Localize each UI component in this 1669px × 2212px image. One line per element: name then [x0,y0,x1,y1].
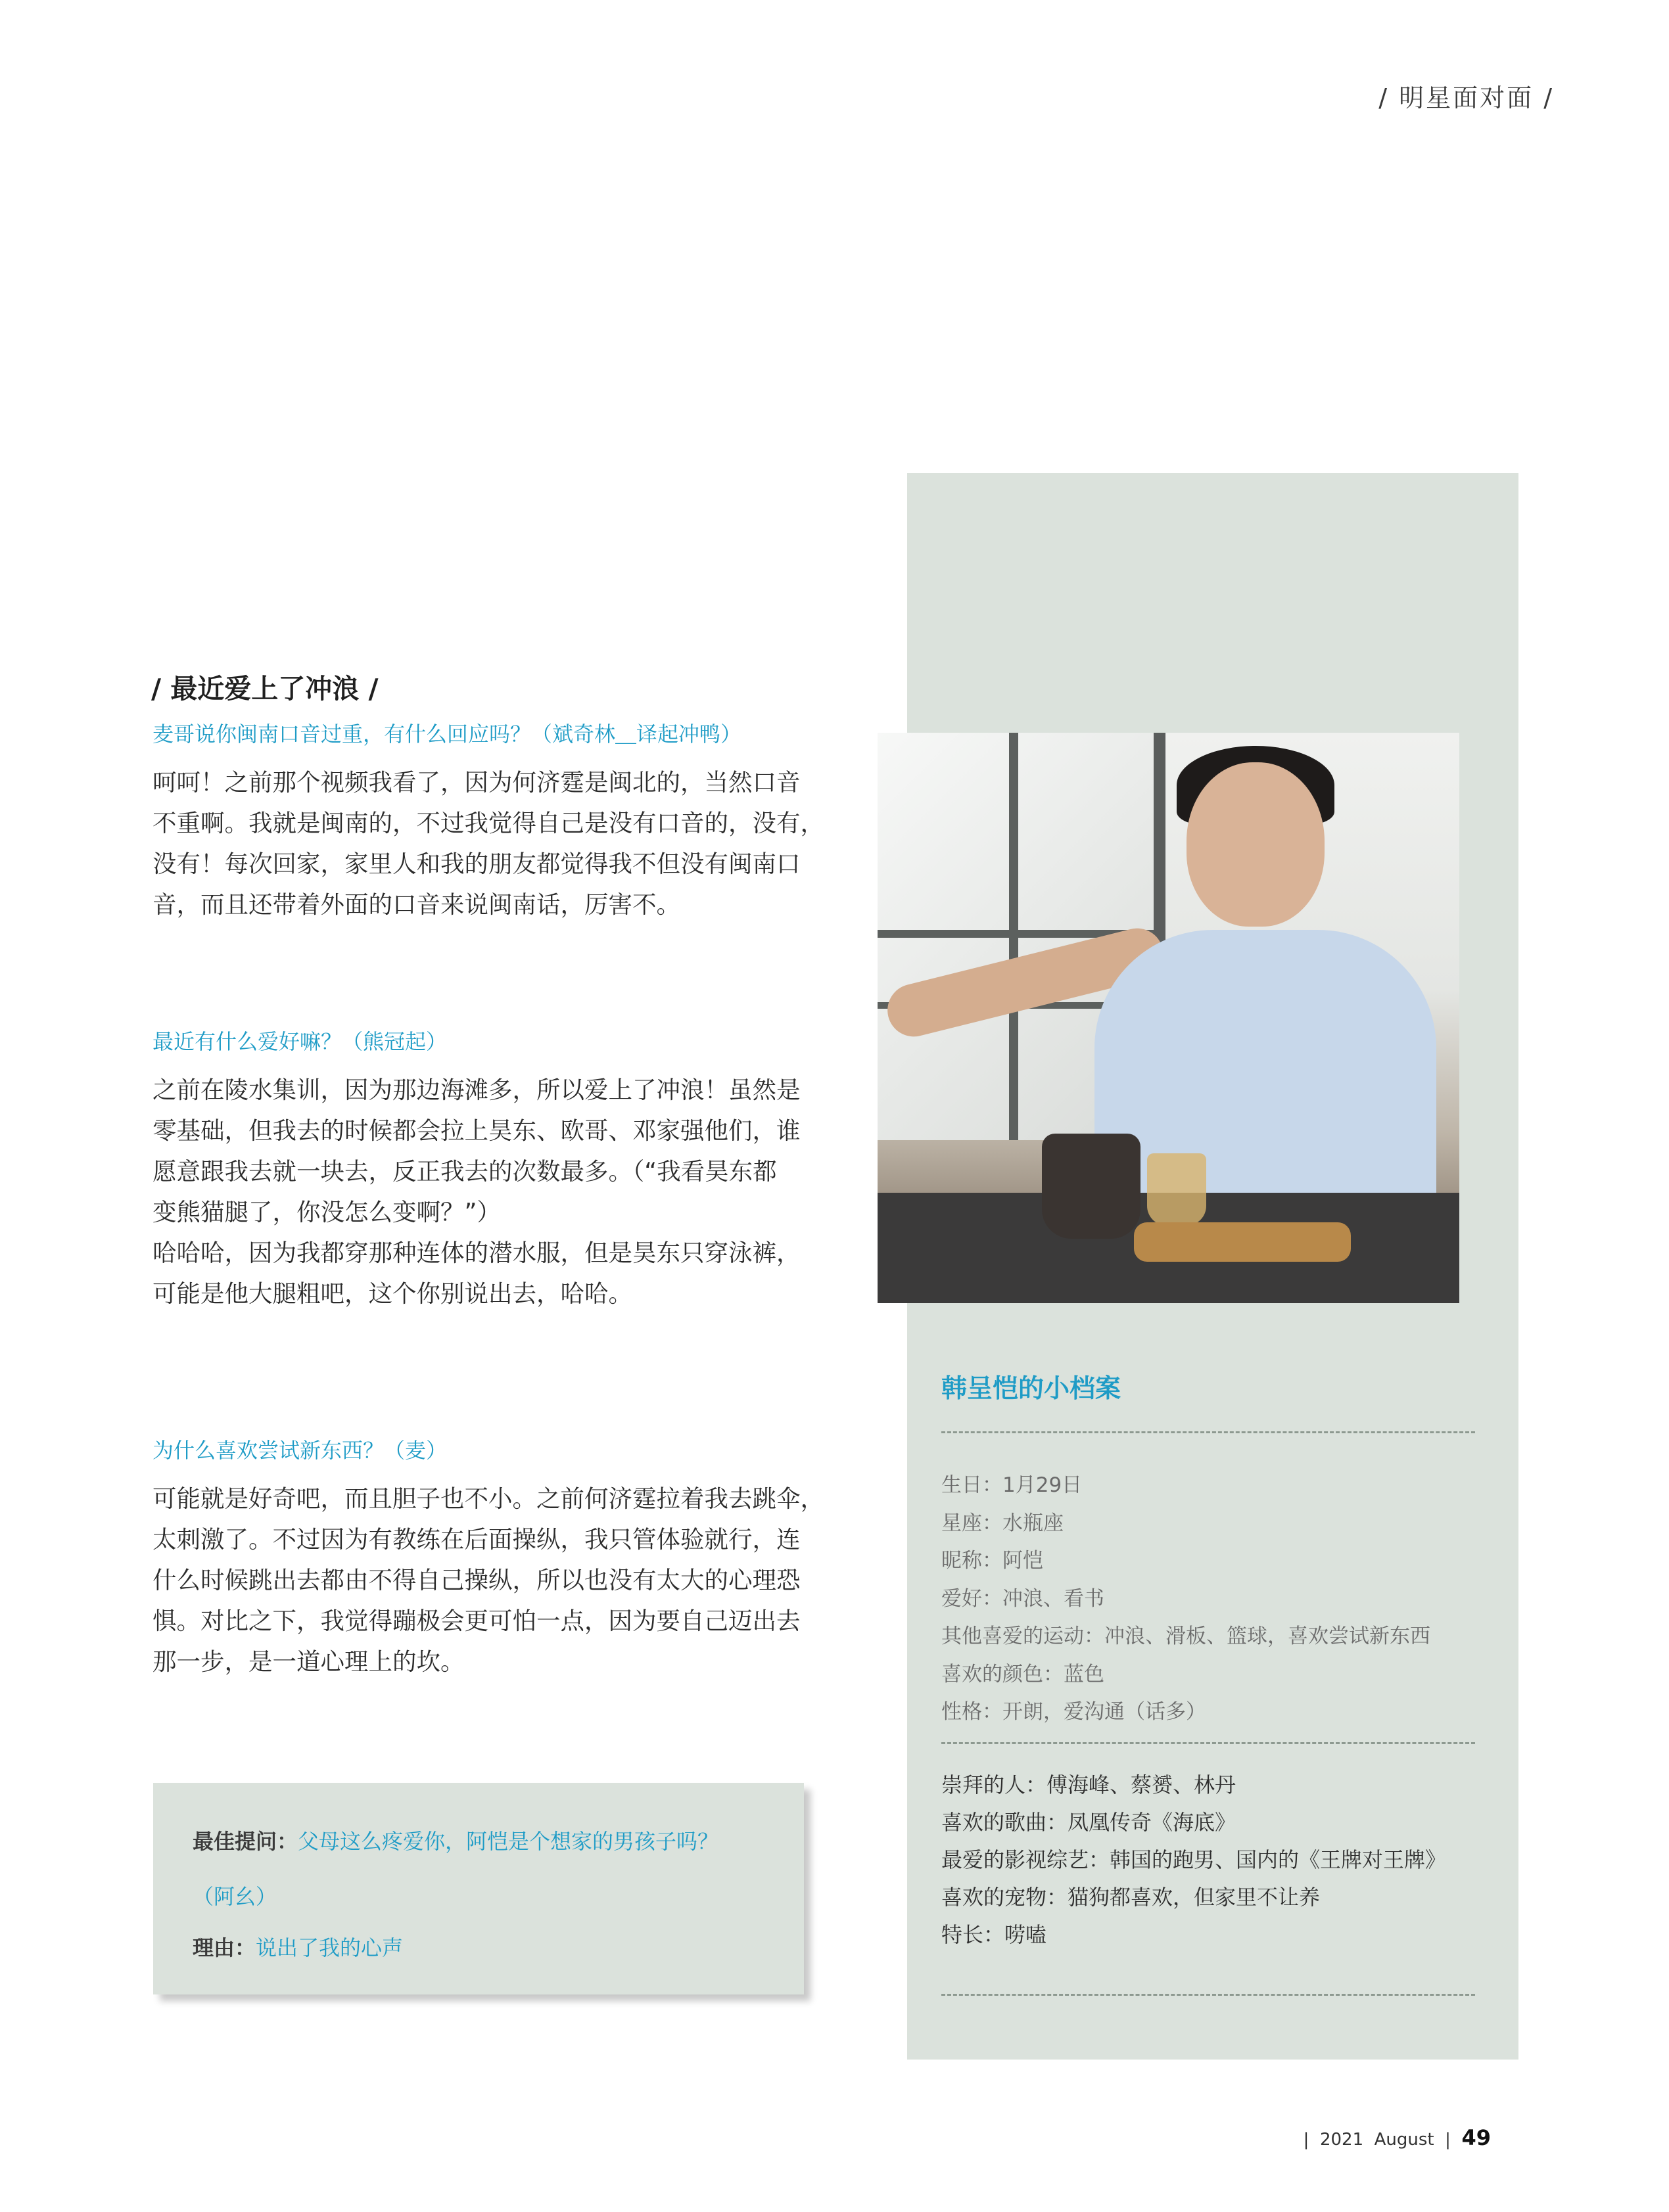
answer-text [153,762,830,925]
profile-item: 昵称：阿恺 [941,1549,1043,1573]
answer-text [153,1070,830,1314]
page-number: 49 [1461,2125,1491,2150]
best-question-text: 父母这么疼爱你，阿恺是个想家的男孩子吗？ [298,1829,719,1854]
answer-line: 太刺激了。不过因为有教练在后面操纵，我只管体验就行，连 [153,1525,801,1554]
footer-month: August [1374,2130,1434,2150]
profile-item: 特长：唠嗑 [941,1922,1047,1947]
profile-title: 韩呈恺的小档案 [941,1374,1121,1404]
answer-line: 哈哈哈，因为我都穿那种连体的潜水服，但是昊东只穿泳裤， [153,1239,801,1267]
answer-line: 愿意跟我去就一块去，反正我去的次数最多。（“我看昊东都 [153,1157,777,1186]
profile-item: 其他喜爱的运动：冲浪、滑板、篮球，喜欢尝试新东西 [941,1624,1430,1648]
profile-extra-list [941,1766,1480,1954]
question-text: 麦哥说你闽南口音过重，有什么回应吗？（斌奇林＿译起冲鸭） [153,722,742,747]
answer-line: 没有！每次回家，家里人和我的朋友都觉得我不但没有闽南口 [153,850,801,878]
answer-line: 那一步，是一道心理上的坎。 [153,1647,465,1676]
profile-item: 崇拜的人：傅海峰、蔡赟、林丹 [941,1772,1236,1797]
answer-line: 惧。对比之下，我觉得蹦极会更可怕一点，因为要自己迈出去 [153,1607,801,1635]
answer-line: 之前在陵水集训，因为那边海滩多，所以爱上了冲浪！虽然是 [153,1076,801,1104]
divider [941,1742,1475,1744]
section-heading: / 最近爱上了冲浪 / [151,673,379,704]
profile-item: 喜欢的歌曲：凤凰传奇《海底》 [941,1810,1236,1835]
reason-label: 理由： [193,1935,256,1960]
best-question-label: 最佳提问： [193,1829,298,1854]
profile-basic-list [941,1467,1480,1732]
best-question-box [153,1783,804,1994]
answer-line: 可能是他大腿粗吧，这个你别说出去，哈哈。 [153,1279,632,1308]
section-tag: / 明星面对面 / [1378,83,1554,112]
reason-text: 说出了我的心声 [256,1935,404,1960]
answer-text [153,1479,830,1682]
best-question-line [193,1825,718,1855]
page-footer: | 2021 August | 49 [1303,2125,1491,2150]
profile-item: 性格：开朗，爱沟通（话多） [941,1700,1206,1724]
answer-line: 可能就是好奇吧，而且胆子也不小。之前何济霆拉着我去跳伞， [153,1485,824,1513]
answer-line: 音，而且还带着外面的口音来说闽南话，厉害不。 [153,890,680,919]
divider [941,1994,1475,1996]
question-text: 最近有什么爱好嘛？（熊冠起） [153,1029,448,1054]
footer-year: 2021 [1319,2130,1364,2150]
answer-line: 零基础，但我去的时候都会拉上昊东、欧哥、邓家强他们，谁 [153,1117,801,1145]
question-text: 为什么喜欢尝试新东西？（麦） [153,1438,448,1463]
answer-line: 什么时候跳出去都由不得自己操纵，所以也没有太大的心理恐 [153,1566,801,1594]
profile-item: 生日：1月29日 [941,1473,1083,1497]
divider [941,1431,1475,1433]
profile-item: 喜欢的颜色：蓝色 [941,1662,1104,1686]
profile-item: 喜欢的宠物：猫狗都喜欢，但家里不让养 [941,1885,1321,1910]
best-question-reason [193,1931,403,1962]
profile-item: 最爱的影视综艺：韩国的跑男、国内的《王牌对王牌》 [941,1847,1447,1872]
portrait-photo [878,733,1459,1303]
profile-item: 星座：水瓶座 [941,1511,1064,1535]
answer-line: 呵呵！之前那个视频我看了，因为何济霆是闽北的，当然口音 [153,768,801,796]
answer-line: 变熊猫腿了，你没怎么变啊？”） [153,1198,501,1226]
profile-item: 爱好：冲浪、看书 [941,1586,1104,1611]
answer-line: 不重啊。我就是闽南的，不过我觉得自己是没有口音的，没有， [153,809,824,837]
best-question-asker: （阿幺） [193,1884,277,1909]
